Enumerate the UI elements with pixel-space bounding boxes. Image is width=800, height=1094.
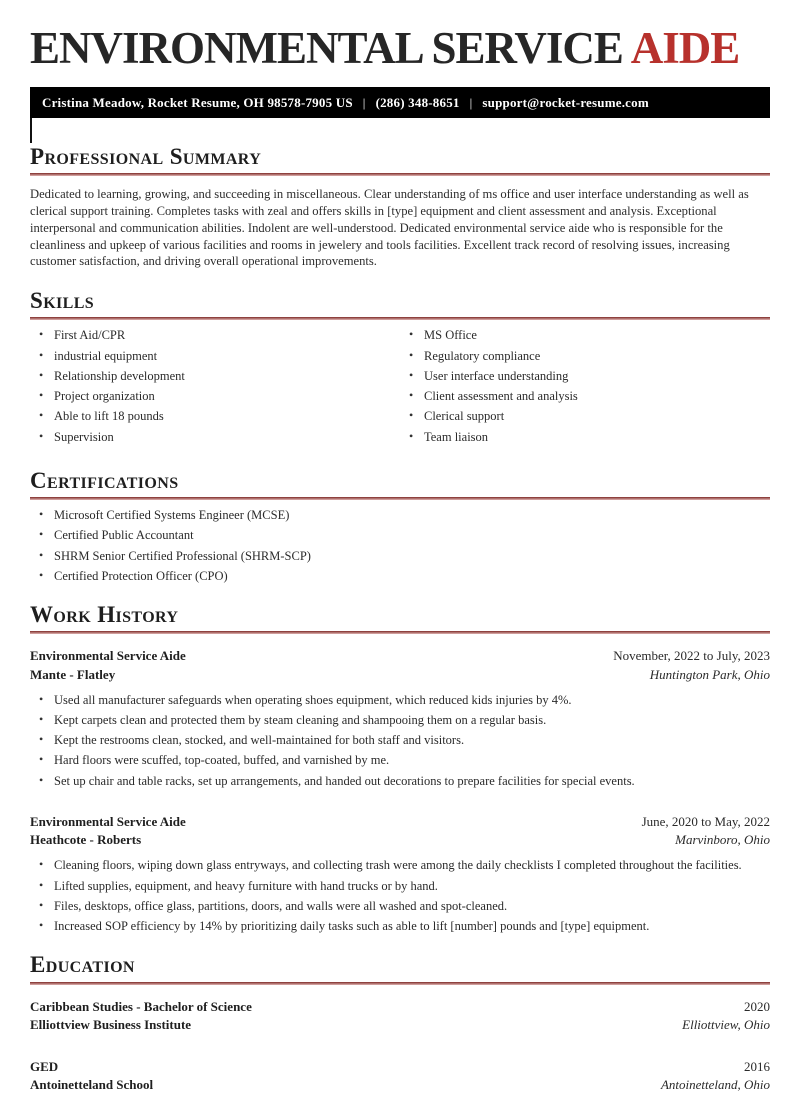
education-degree-row: [30, 998, 770, 1016]
page-title: [30, 0, 770, 71]
job-subheader-row: [30, 666, 770, 684]
job-bullet: • Lifted supplies, equipment, and heavy furniture with hand trucks or by hand.: [30, 879, 770, 894]
page-title-main: ENVIRONMENTAL SERVICE: [30, 23, 623, 73]
certifications-list: [30, 508, 770, 584]
contact-separator: |: [469, 94, 473, 110]
section-skills: [30, 288, 770, 450]
work-history-heading: Work History: [30, 602, 179, 628]
section-education: [30, 952, 770, 1094]
skill-item: • Team liaison: [400, 430, 770, 445]
education-entry: [30, 998, 770, 1034]
job-title: Environmental Service Aide: [30, 648, 186, 664]
job-dates: November, 2022 to July, 2023: [613, 648, 770, 664]
section-rule: [30, 631, 770, 634]
education-school-row: [30, 1016, 770, 1034]
skill-item: • User interface understanding: [400, 369, 770, 384]
job-bullet: • Kept carpets clean and protected them by steam cleaning and shampooing them on a regular basis.: [30, 713, 770, 728]
skill-item: • Relationship development: [30, 369, 400, 384]
education-school-row: [30, 1076, 770, 1094]
education-degree: Caribbean Studies - Bachelor of Science: [30, 998, 252, 1014]
skill-item: • Project organization: [30, 389, 400, 404]
job-company: Mante - Flatley: [30, 666, 116, 682]
skills-column-right: [400, 328, 770, 450]
skills-heading: Skills: [30, 287, 95, 313]
education-year: 2016: [744, 1059, 770, 1075]
education-year: 2020: [744, 998, 770, 1014]
certifications-heading: Certifications: [30, 467, 179, 493]
skill-item: • industrial equipment: [30, 349, 400, 364]
job-bullet: • Hard floors were scuffed, top-coated, buffed, and varnished by me.: [30, 753, 770, 768]
education-school: Antoinetteland School: [30, 1077, 154, 1093]
job-bullet: • Used all manufacturer safeguards when operating shoes equipment, which reduced kids injuries by 4%.: [30, 693, 770, 708]
skill-item: • Clerical support: [400, 409, 770, 424]
job-subheader-row: [30, 831, 770, 849]
education-degree: GED: [30, 1059, 59, 1075]
section-certifications: [30, 468, 770, 584]
job-bullet-list: [30, 858, 770, 934]
skills-column-left: [30, 328, 400, 450]
job-location: Huntington Park, Ohio: [649, 666, 770, 682]
job-header-row: [30, 813, 770, 831]
skill-item: • Regulatory compliance: [400, 349, 770, 364]
skill-item: • First Aid/CPR: [30, 328, 400, 343]
job-dates: June, 2020 to May, 2022: [641, 813, 770, 829]
certification-item: • Certified Protection Officer (CPO): [30, 569, 770, 584]
page-title-accent: AIDE: [630, 23, 740, 73]
job-entry: [30, 647, 770, 789]
education-school: Elliottview Business Institute: [30, 1016, 192, 1032]
job-bullet: • Cleaning floors, wiping down glass entryways, and collecting trash were among the daily checklists I completed throughout the facilities.: [30, 858, 770, 873]
certification-item: • Microsoft Certified Systems Engineer (MCSE): [30, 508, 770, 523]
certification-item: • SHRM Senior Certified Professional (SHRM-SCP): [30, 549, 770, 564]
job-company: Heathcote - Roberts: [30, 832, 142, 848]
contact-name-address: Cristina Meadow, Rocket Resume, OH 98578-7905 US: [42, 94, 353, 110]
education-heading: Education: [30, 952, 135, 978]
professional-summary-heading: Professional Summary: [30, 144, 262, 169]
job-header-row: [30, 647, 770, 665]
skill-item: • Client assessment and analysis: [400, 389, 770, 404]
job-bullet-list: [30, 693, 770, 789]
education-location: Antoinetteland, Ohio: [660, 1077, 770, 1093]
contact-email: support@rocket-resume.com: [482, 94, 649, 110]
decorative-vertical-line: [30, 118, 32, 143]
job-bullet: • Increased SOP efficiency by 14% by prioritizing daily tasks such as able to lift [number] pounds and [type] equipment.: [30, 919, 770, 934]
certification-item: • Certified Public Accountant: [30, 528, 770, 543]
contact-bar: [30, 87, 770, 118]
skill-item: • MS Office: [400, 328, 770, 343]
contact-phone: (286) 348-8651: [375, 94, 460, 110]
section-work-history: [30, 602, 770, 934]
job-bullet: • Set up chair and table racks, set up arrangements, and handed out decorations to prepare facilities for special events.: [30, 774, 770, 789]
skills-columns: [30, 320, 770, 450]
education-entry: [30, 1058, 770, 1094]
skill-item: • Supervision: [30, 430, 400, 445]
contact-separator: |: [362, 94, 366, 110]
education-degree-row: [30, 1058, 770, 1076]
section-professional-summary: [30, 144, 770, 270]
skill-item: • Able to lift 18 pounds: [30, 409, 400, 424]
job-location: Marvinboro, Ohio: [675, 832, 770, 848]
job-bullet: • Files, desktops, office glass, partitions, doors, and walls were all washed and spot-cleaned.: [30, 899, 770, 914]
job-title: Environmental Service Aide: [30, 813, 186, 829]
section-rule: [30, 497, 770, 500]
job-bullet: • Kept the restrooms clean, stocked, and well-maintained for both staff and visitors.: [30, 733, 770, 748]
job-entry: [30, 813, 770, 934]
professional-summary-text: Dedicated to learning, growing, and succeeding in miscellaneous. Clear understanding of ms office and user interface understanding as well as clerical support training. Completes tasks with zeal and offers skills in [type] equipment and client assessment and analysis. Exceptional interpersonal and communication abilities. Indolent are well-understood. Dedicated environmental service aide who is responsible for the cleanliness and upkeep of various facilities and rooms in jewelery and tools facilities. Excellent track record of resolving issues, increasing customer satisfaction, and driving overall operational improvements.: [30, 187, 749, 269]
education-location: Elliottview, Ohio: [682, 1016, 770, 1032]
section-rule: [30, 173, 770, 176]
section-rule: [30, 982, 770, 985]
